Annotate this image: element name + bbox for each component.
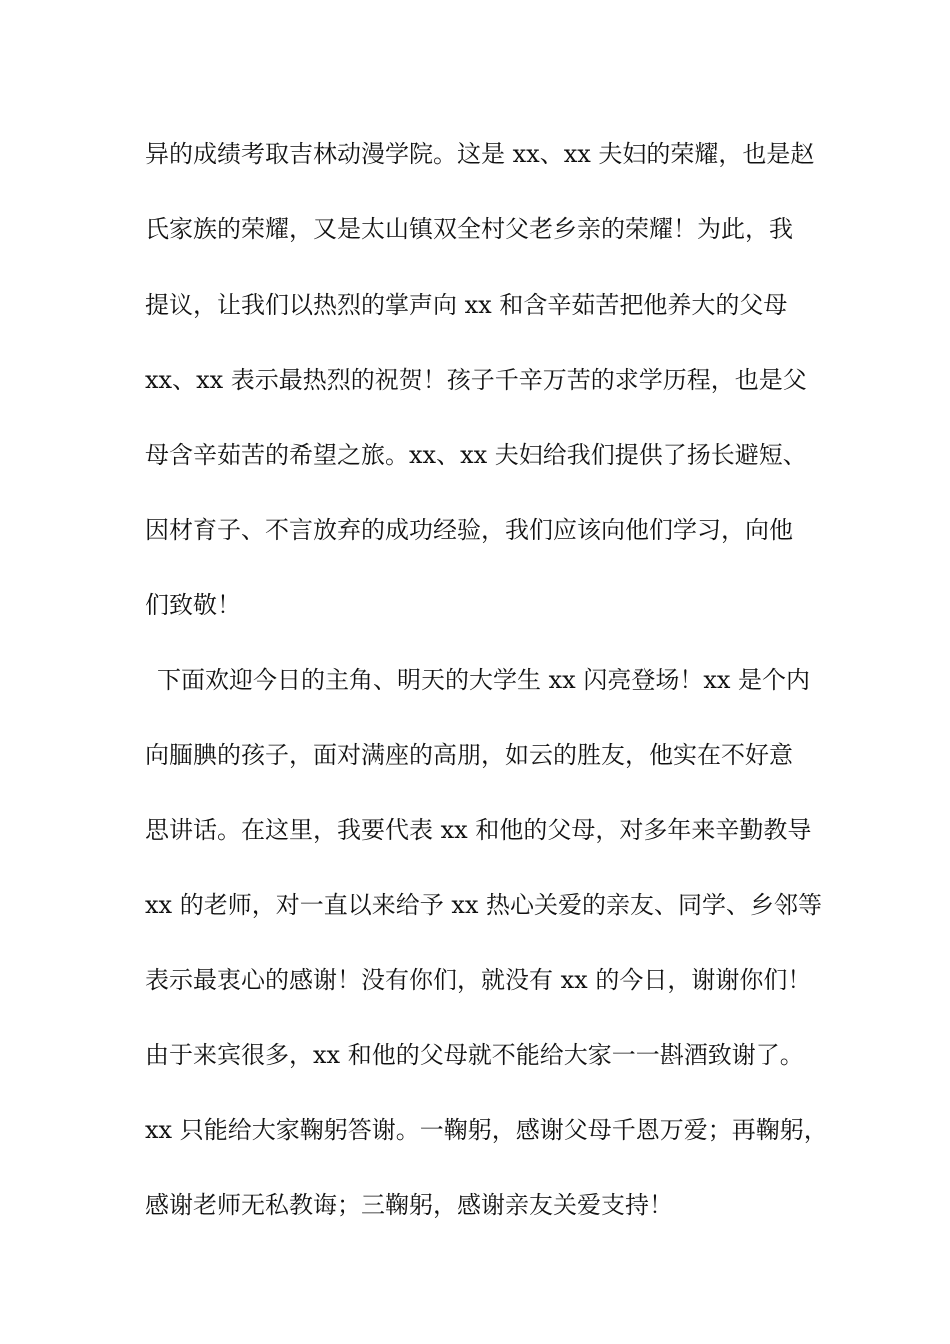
paragraph-line-11: xx 的老师，对一直以来给予 xx 热心关爱的亲友、同学、乡邻等 — [145, 891, 823, 919]
paragraph-line-6: 因材育子、不言放弃的成功经验，我们应该向他们学习，向他 — [145, 516, 793, 544]
paragraph-line-9: 向腼腆的孩子，面对满座的高朋，如云的胜友，他实在不好意 — [145, 741, 793, 769]
paragraph-line-15: 感谢老师无私教诲；三鞠躬，感谢亲友关爱支持！ — [145, 1191, 673, 1219]
paragraph-line-12: 表示最衷心的感谢！没有你们，就没有 xx 的今日，谢谢你们！ — [145, 966, 812, 994]
paragraph-line-14: xx 只能给大家鞠躬答谢。一鞠躬，感谢父母千恩万爱；再鞠躬， — [145, 1116, 828, 1144]
paragraph-line-2: 氏家族的荣耀，又是太山镇双全村父老乡亲的荣耀！为此，我 — [145, 215, 793, 243]
paragraph-line-7: 们致敬！ — [145, 591, 241, 619]
paragraph-line-4: xx、xx 表示最热烈的祝贺！孩子千辛万苦的求学历程，也是父 — [145, 366, 807, 394]
paragraph-line-5: 母含辛茹苦的希望之旅。xx、xx 夫妇给我们提供了扬长避短、 — [145, 441, 807, 469]
paragraph-line-13: 由于来宾很多，xx 和他的父母就不能给大家一一斟酒致谢了。 — [145, 1041, 804, 1069]
paragraph-line-3: 提议，让我们以热烈的掌声向 xx 和含辛茹苦把他养大的父母 — [145, 291, 788, 319]
paragraph-line-8: 下面欢迎今日的主角、明天的大学生 xx 闪亮登场！xx 是个内 — [157, 666, 811, 694]
paragraph-line-1: 异的成绩考取吉林动漫学院。这是 xx、xx 夫妇的荣耀，也是赵 — [145, 140, 815, 168]
paragraph-line-10: 思讲话。在这里，我要代表 xx 和他的父母，对多年来辛勤教导 — [145, 816, 812, 844]
